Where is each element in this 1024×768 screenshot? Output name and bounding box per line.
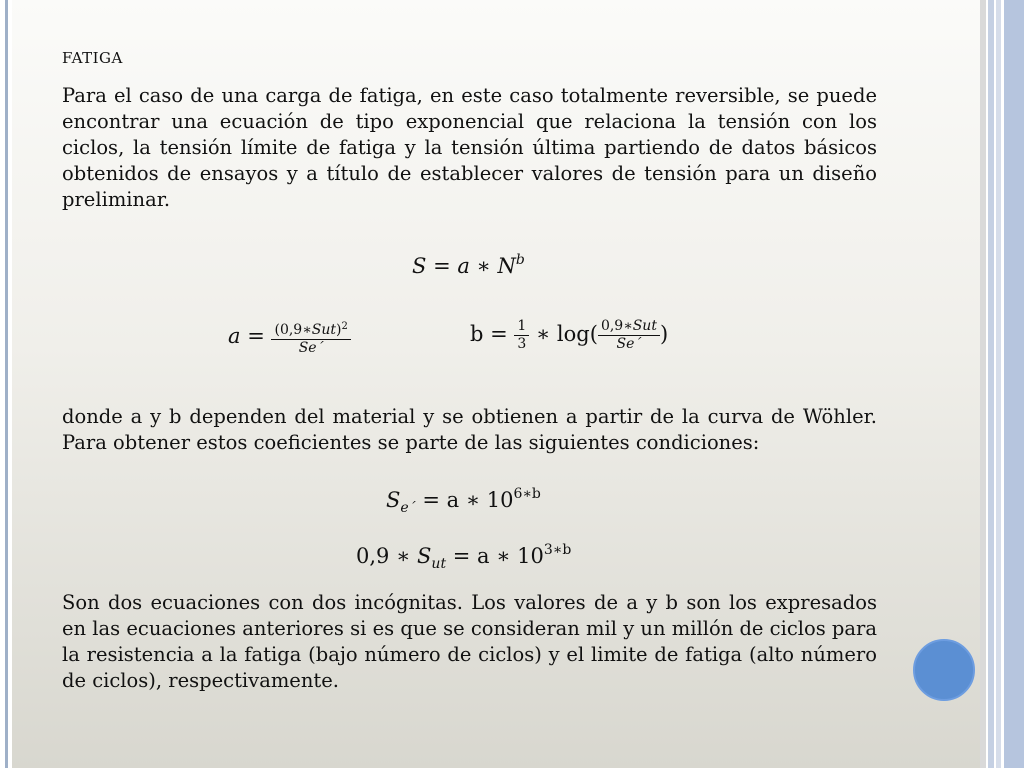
- paragraph-conditions: donde a y b dependen del material y se obtienen a partir de la curva de Wöhler. Para obtener estos coeficientes se parte de las siguientes condiciones:: [62, 405, 877, 454]
- eq-a-num-exp: 2: [341, 321, 348, 332]
- eq-b-lhs: b =: [470, 322, 515, 346]
- equation-condition-1: [386, 486, 541, 516]
- eq-b-third: [514, 318, 529, 353]
- eq-c2-lhs: 0,9 ∗: [356, 544, 418, 568]
- equation-main: [412, 252, 525, 278]
- left-edge-decoration: [0, 0, 12, 768]
- eq-main-lhs: S: [412, 254, 427, 278]
- eq-b-log: ∗ log(: [529, 322, 598, 346]
- eq-b-third-num: 1: [514, 318, 529, 336]
- eq-main-exp: b: [515, 252, 525, 268]
- slide-title: FATIGA: [62, 49, 123, 67]
- eq-a-numerator: [271, 318, 350, 340]
- eq-a-denominator: [271, 340, 350, 357]
- rail-bar: [980, 0, 986, 768]
- eq-b-inner-den: [598, 336, 660, 353]
- eq-c2-rhs-exp: 3∗b: [543, 542, 572, 558]
- eq-b-inner-num-b: Sut: [632, 318, 657, 334]
- eq-main-equals: =: [426, 254, 458, 278]
- paragraph-intro: Para el caso de una carga de fatiga, en este caso totalmente reversible, se puede encontrar una ecuación de tipo exponencial que relaciona la tensión con los ciclos, la tensión límite de fatiga y la tensión última partiendo de datos básicos obtenidos de ensayos y a título de establecer valores de tensión para un diseño preliminar.: [62, 84, 877, 211]
- equation-b: [470, 318, 668, 353]
- eq-c1-lhs: S: [386, 488, 401, 512]
- eq-c2-var-sub: ut: [431, 556, 447, 572]
- eq-c1-rhs: = a ∗ 10: [415, 488, 514, 512]
- eq-b-close: ): [659, 322, 669, 346]
- equation-a: [228, 318, 351, 357]
- eq-a-num-var: Sut: [311, 322, 336, 338]
- eq-b-inner-num-a: 0,9∗: [600, 318, 633, 334]
- eq-a-num-close: ): [335, 322, 342, 338]
- eq-c1-rhs-exp: 6∗b: [513, 486, 541, 502]
- eq-c2-var: S: [417, 544, 432, 568]
- eq-b-inner-den-text: Se´: [616, 336, 642, 352]
- eq-c2-rhs: = a ∗ 10: [446, 544, 544, 568]
- rail-bar: [988, 0, 994, 768]
- equation-condition-2: [356, 542, 571, 572]
- eq-main-op: ∗: [469, 254, 498, 278]
- eq-c1-lhs-sub: e´: [400, 500, 416, 516]
- eq-b-third-den: 3: [517, 336, 527, 352]
- eq-b-inner-fraction: [598, 318, 660, 353]
- eq-main-base: N: [497, 254, 516, 278]
- eq-a-num-base: (0,9∗: [274, 322, 312, 338]
- right-rail-decoration: [980, 0, 1024, 768]
- eq-a-fraction: [271, 318, 350, 357]
- eq-a-equals: =: [240, 324, 272, 348]
- decorative-circle: [913, 639, 975, 701]
- paragraph-conclusion: Son dos ecuaciones con dos incógnitas. Los valores de a y b son los expresados en las ecuaciones anteriores si es que se consideran mil y un millón de ciclos para la resistencia a la fatiga (bajo número de ciclos) y el limite de fatiga (alto número de ciclos), respectivamente.: [62, 591, 877, 692]
- eq-b-inner-num: [598, 318, 660, 336]
- eq-a-lhs: a: [228, 324, 241, 348]
- eq-a-den-text: Se´: [298, 340, 324, 356]
- eq-main-a: a: [457, 254, 470, 278]
- rail-bar: [1004, 0, 1024, 768]
- rail-bar: [996, 0, 1001, 768]
